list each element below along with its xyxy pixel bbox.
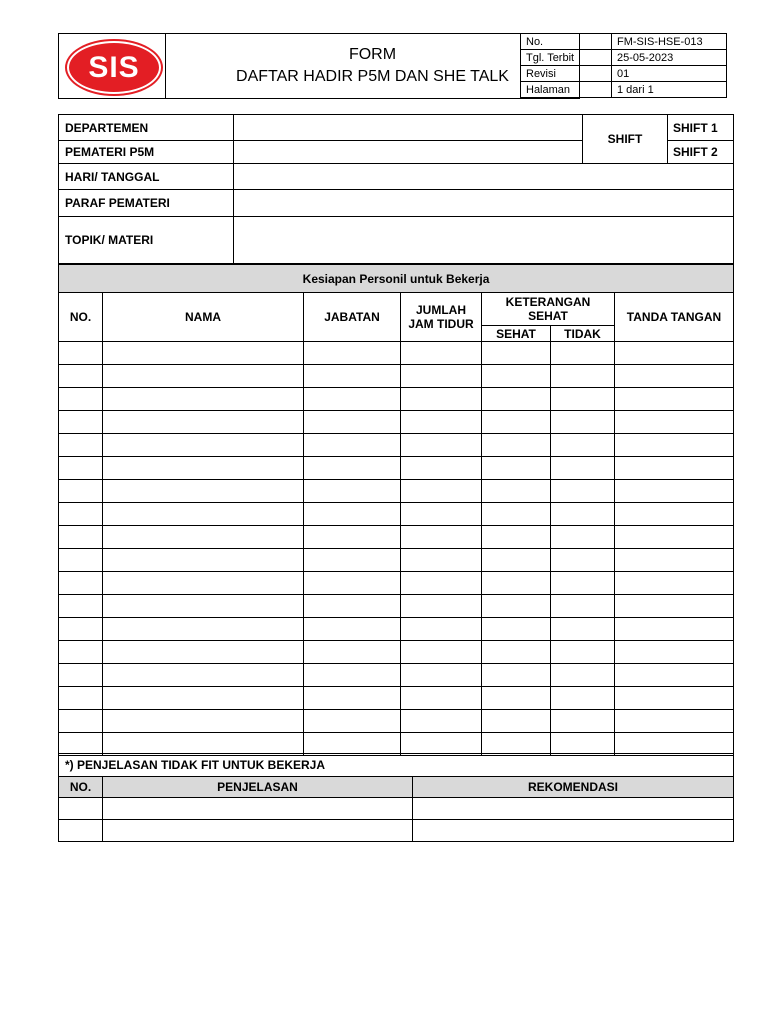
attendance-cell[interactable] [304,687,401,710]
attendance-row [59,687,734,710]
attendance-cell[interactable] [103,595,304,618]
meta-label-halaman: Halaman [521,82,612,98]
meta-label-no: No. [521,34,612,50]
attendance-cell[interactable] [304,549,401,572]
attendance-row [59,365,734,388]
attendance-cell[interactable] [482,388,551,411]
attendance-cell[interactable] [482,549,551,572]
col-no-footer: NO. [59,777,103,798]
col-penjelasan: PENJELASAN [103,777,413,798]
attendance-cell[interactable] [401,618,482,641]
attendance-cell[interactable] [304,434,401,457]
col-nama: NAMA [103,293,304,342]
attendance-cell[interactable] [59,457,103,480]
document-meta-table [520,33,727,98]
field-departemen[interactable] [234,115,583,141]
info-table [58,114,734,264]
attendance-cell[interactable] [551,457,615,480]
attendance-cell[interactable] [401,641,482,664]
attendance-cell[interactable] [59,664,103,687]
col-jumlah-line2: JAM TIDUR [408,317,474,331]
attendance-cell[interactable] [401,710,482,733]
attendance-cell[interactable] [103,664,304,687]
attendance-cell[interactable] [551,549,615,572]
attendance-row [59,641,734,664]
attendance-cell[interactable] [401,572,482,595]
attendance-cell[interactable] [304,342,401,365]
attendance-cell[interactable] [103,503,304,526]
attendance-cell[interactable] [551,503,615,526]
attendance-cell[interactable] [401,480,482,503]
attendance-cell[interactable] [59,480,103,503]
attendance-row [59,503,734,526]
title-line-1: FORM [348,46,397,63]
col-sehat: SEHAT [482,326,551,342]
logo-text: SIS [88,50,140,84]
label-topik: TOPIK/ MATERI [59,217,234,264]
attendance-cell[interactable] [401,457,482,480]
attendance-table [58,264,734,756]
attendance-cell[interactable] [482,480,551,503]
label-departemen: DEPARTEMEN [59,115,234,141]
attendance-cell[interactable] [482,595,551,618]
meta-value-tgl: 25-05-2023 [612,50,727,66]
attendance-cell[interactable] [551,664,615,687]
attendance-cell[interactable] [551,687,615,710]
attendance-cell[interactable] [401,411,482,434]
attendance-row [59,618,734,641]
attendance-cell[interactable] [551,365,615,388]
attendance-cell[interactable] [59,503,103,526]
attendance-row [59,411,734,434]
attendance-cell[interactable] [615,618,734,641]
attendance-cell[interactable] [482,664,551,687]
explanation-cell[interactable] [59,798,103,820]
attendance-cell[interactable] [59,572,103,595]
attendance-cell[interactable] [304,388,401,411]
label-shift: SHIFT [583,115,668,164]
attendance-cell[interactable] [482,687,551,710]
attendance-row [59,434,734,457]
attendance-cell[interactable] [615,365,734,388]
attendance-cell[interactable] [103,572,304,595]
meta-value-no: FM-SIS-HSE-013 [612,34,727,50]
attendance-cell[interactable] [615,503,734,526]
attendance-cell[interactable] [103,687,304,710]
attendance-cell[interactable] [59,365,103,388]
attendance-cell[interactable] [551,710,615,733]
attendance-cell[interactable] [103,549,304,572]
attendance-cell[interactable] [103,526,304,549]
attendance-cell[interactable] [615,710,734,733]
attendance-cell[interactable] [551,595,615,618]
attendance-cell[interactable] [551,572,615,595]
attendance-cell[interactable] [482,641,551,664]
form-title [165,33,580,99]
explanation-cell[interactable] [413,798,734,820]
attendance-cell[interactable] [401,595,482,618]
attendance-cell[interactable] [615,595,734,618]
attendance-cell[interactable] [103,618,304,641]
label-hari-tanggal: HARI/ TANGGAL [59,164,234,190]
field-paraf[interactable] [234,190,734,217]
attendance-cell[interactable] [401,549,482,572]
attendance-cell[interactable] [401,365,482,388]
meta-value-revisi: 01 [612,66,727,82]
attendance-cell[interactable] [615,687,734,710]
attendance-cell[interactable] [401,434,482,457]
attendance-cell[interactable] [615,480,734,503]
attendance-cell[interactable] [482,411,551,434]
explanation-body [59,798,734,842]
attendance-cell[interactable] [304,526,401,549]
label-paraf: PARAF PEMATERI [59,190,234,217]
form-header [58,33,732,98]
attendance-row [59,480,734,503]
attendance-cell[interactable] [482,526,551,549]
section-band: Kesiapan Personil untuk Bekerja [59,265,734,293]
attendance-cell[interactable] [482,572,551,595]
attendance-cell[interactable] [401,526,482,549]
meta-label-revisi: Revisi [521,66,612,82]
col-keterangan [482,293,615,326]
title-line-2: DAFTAR HADIR P5M DAN SHE TALK [236,68,509,85]
attendance-cell[interactable] [103,434,304,457]
attendance-cell[interactable] [59,687,103,710]
col-tidak: TIDAK [551,326,615,342]
attendance-cell[interactable] [304,595,401,618]
attendance-cell[interactable] [59,411,103,434]
col-keterangan-line1: KETERANGAN [505,295,591,309]
col-jumlah-line1: JUMLAH [416,303,466,317]
explanation-row [59,798,734,820]
attendance-cell[interactable] [551,434,615,457]
attendance-cell[interactable] [103,641,304,664]
sis-logo [67,41,161,94]
label-pemateri: PEMATERI P5M [59,141,234,164]
field-hari-tanggal[interactable] [234,164,734,190]
attendance-row [59,342,734,365]
attendance-cell[interactable] [59,641,103,664]
attendance-cell[interactable] [304,618,401,641]
explanation-row [59,820,734,842]
attendance-cell[interactable] [482,365,551,388]
attendance-cell[interactable] [103,710,304,733]
attendance-cell[interactable] [482,457,551,480]
attendance-cell[interactable] [401,503,482,526]
attendance-cell[interactable] [103,457,304,480]
attendance-cell[interactable] [304,411,401,434]
col-jumlah-jam-tidur [401,293,482,342]
attendance-cell[interactable] [482,342,551,365]
attendance-cell[interactable] [103,480,304,503]
attendance-row [59,388,734,411]
col-rekomendasi: REKOMENDASI [413,777,734,798]
attendance-cell[interactable] [615,342,734,365]
attendance-cell[interactable] [615,388,734,411]
attendance-cell[interactable] [551,480,615,503]
attendance-cell[interactable] [615,434,734,457]
attendance-cell[interactable] [615,526,734,549]
attendance-body [59,342,734,756]
attendance-cell[interactable] [103,365,304,388]
attendance-cell[interactable] [615,572,734,595]
attendance-cell[interactable] [304,572,401,595]
attendance-cell[interactable] [304,664,401,687]
option-shift-2[interactable]: SHIFT 2 [668,141,734,164]
attendance-cell[interactable] [551,342,615,365]
attendance-cell[interactable] [401,687,482,710]
attendance-cell[interactable] [401,388,482,411]
explanation-cell[interactable] [103,798,413,820]
attendance-cell[interactable] [482,434,551,457]
attendance-cell[interactable] [482,710,551,733]
explanation-cell[interactable] [59,820,103,842]
attendance-row [59,572,734,595]
field-topik[interactable] [234,217,734,264]
attendance-cell[interactable] [59,526,103,549]
attendance-cell[interactable] [482,618,551,641]
logo-container [58,33,166,99]
attendance-cell[interactable] [551,641,615,664]
attendance-cell[interactable] [59,388,103,411]
attendance-row [59,457,734,480]
meta-value-halaman: 1 dari 1 [612,82,727,98]
attendance-cell[interactable] [59,434,103,457]
attendance-cell[interactable] [615,549,734,572]
attendance-row [59,595,734,618]
attendance-cell[interactable] [615,411,734,434]
attendance-cell[interactable] [551,526,615,549]
explanation-table [58,753,734,842]
attendance-row [59,526,734,549]
attendance-cell[interactable] [304,480,401,503]
attendance-cell[interactable] [59,342,103,365]
attendance-cell[interactable] [59,710,103,733]
attendance-cell[interactable] [103,411,304,434]
col-tanda-tangan: TANDA TANGAN [615,293,734,342]
attendance-cell[interactable] [551,618,615,641]
attendance-cell[interactable] [304,457,401,480]
attendance-cell[interactable] [551,388,615,411]
attendance-cell[interactable] [615,457,734,480]
attendance-cell[interactable] [615,641,734,664]
attendance-cell[interactable] [304,365,401,388]
attendance-cell[interactable] [482,503,551,526]
col-keterangan-line2: SEHAT [528,309,568,323]
field-pemateri[interactable] [234,141,583,164]
attendance-cell[interactable] [401,342,482,365]
attendance-cell[interactable] [103,388,304,411]
explanation-cell[interactable] [413,820,734,842]
col-jabatan: JABATAN [304,293,401,342]
attendance-cell[interactable] [59,549,103,572]
attendance-cell[interactable] [615,664,734,687]
attendance-cell[interactable] [304,710,401,733]
attendance-cell[interactable] [103,342,304,365]
attendance-row [59,710,734,733]
unfit-note: *) PENJELASAN TIDAK FIT UNTUK BEKERJA [59,754,734,777]
option-shift-1[interactable]: SHIFT 1 [668,115,734,141]
col-no: NO. [59,293,103,342]
attendance-cell[interactable] [401,664,482,687]
attendance-cell[interactable] [304,641,401,664]
meta-label-tgl: Tgl. Terbit [521,50,612,66]
attendance-cell[interactable] [304,503,401,526]
attendance-row [59,664,734,687]
explanation-cell[interactable] [103,820,413,842]
attendance-cell[interactable] [59,618,103,641]
attendance-row [59,549,734,572]
attendance-cell[interactable] [551,411,615,434]
attendance-cell[interactable] [59,595,103,618]
